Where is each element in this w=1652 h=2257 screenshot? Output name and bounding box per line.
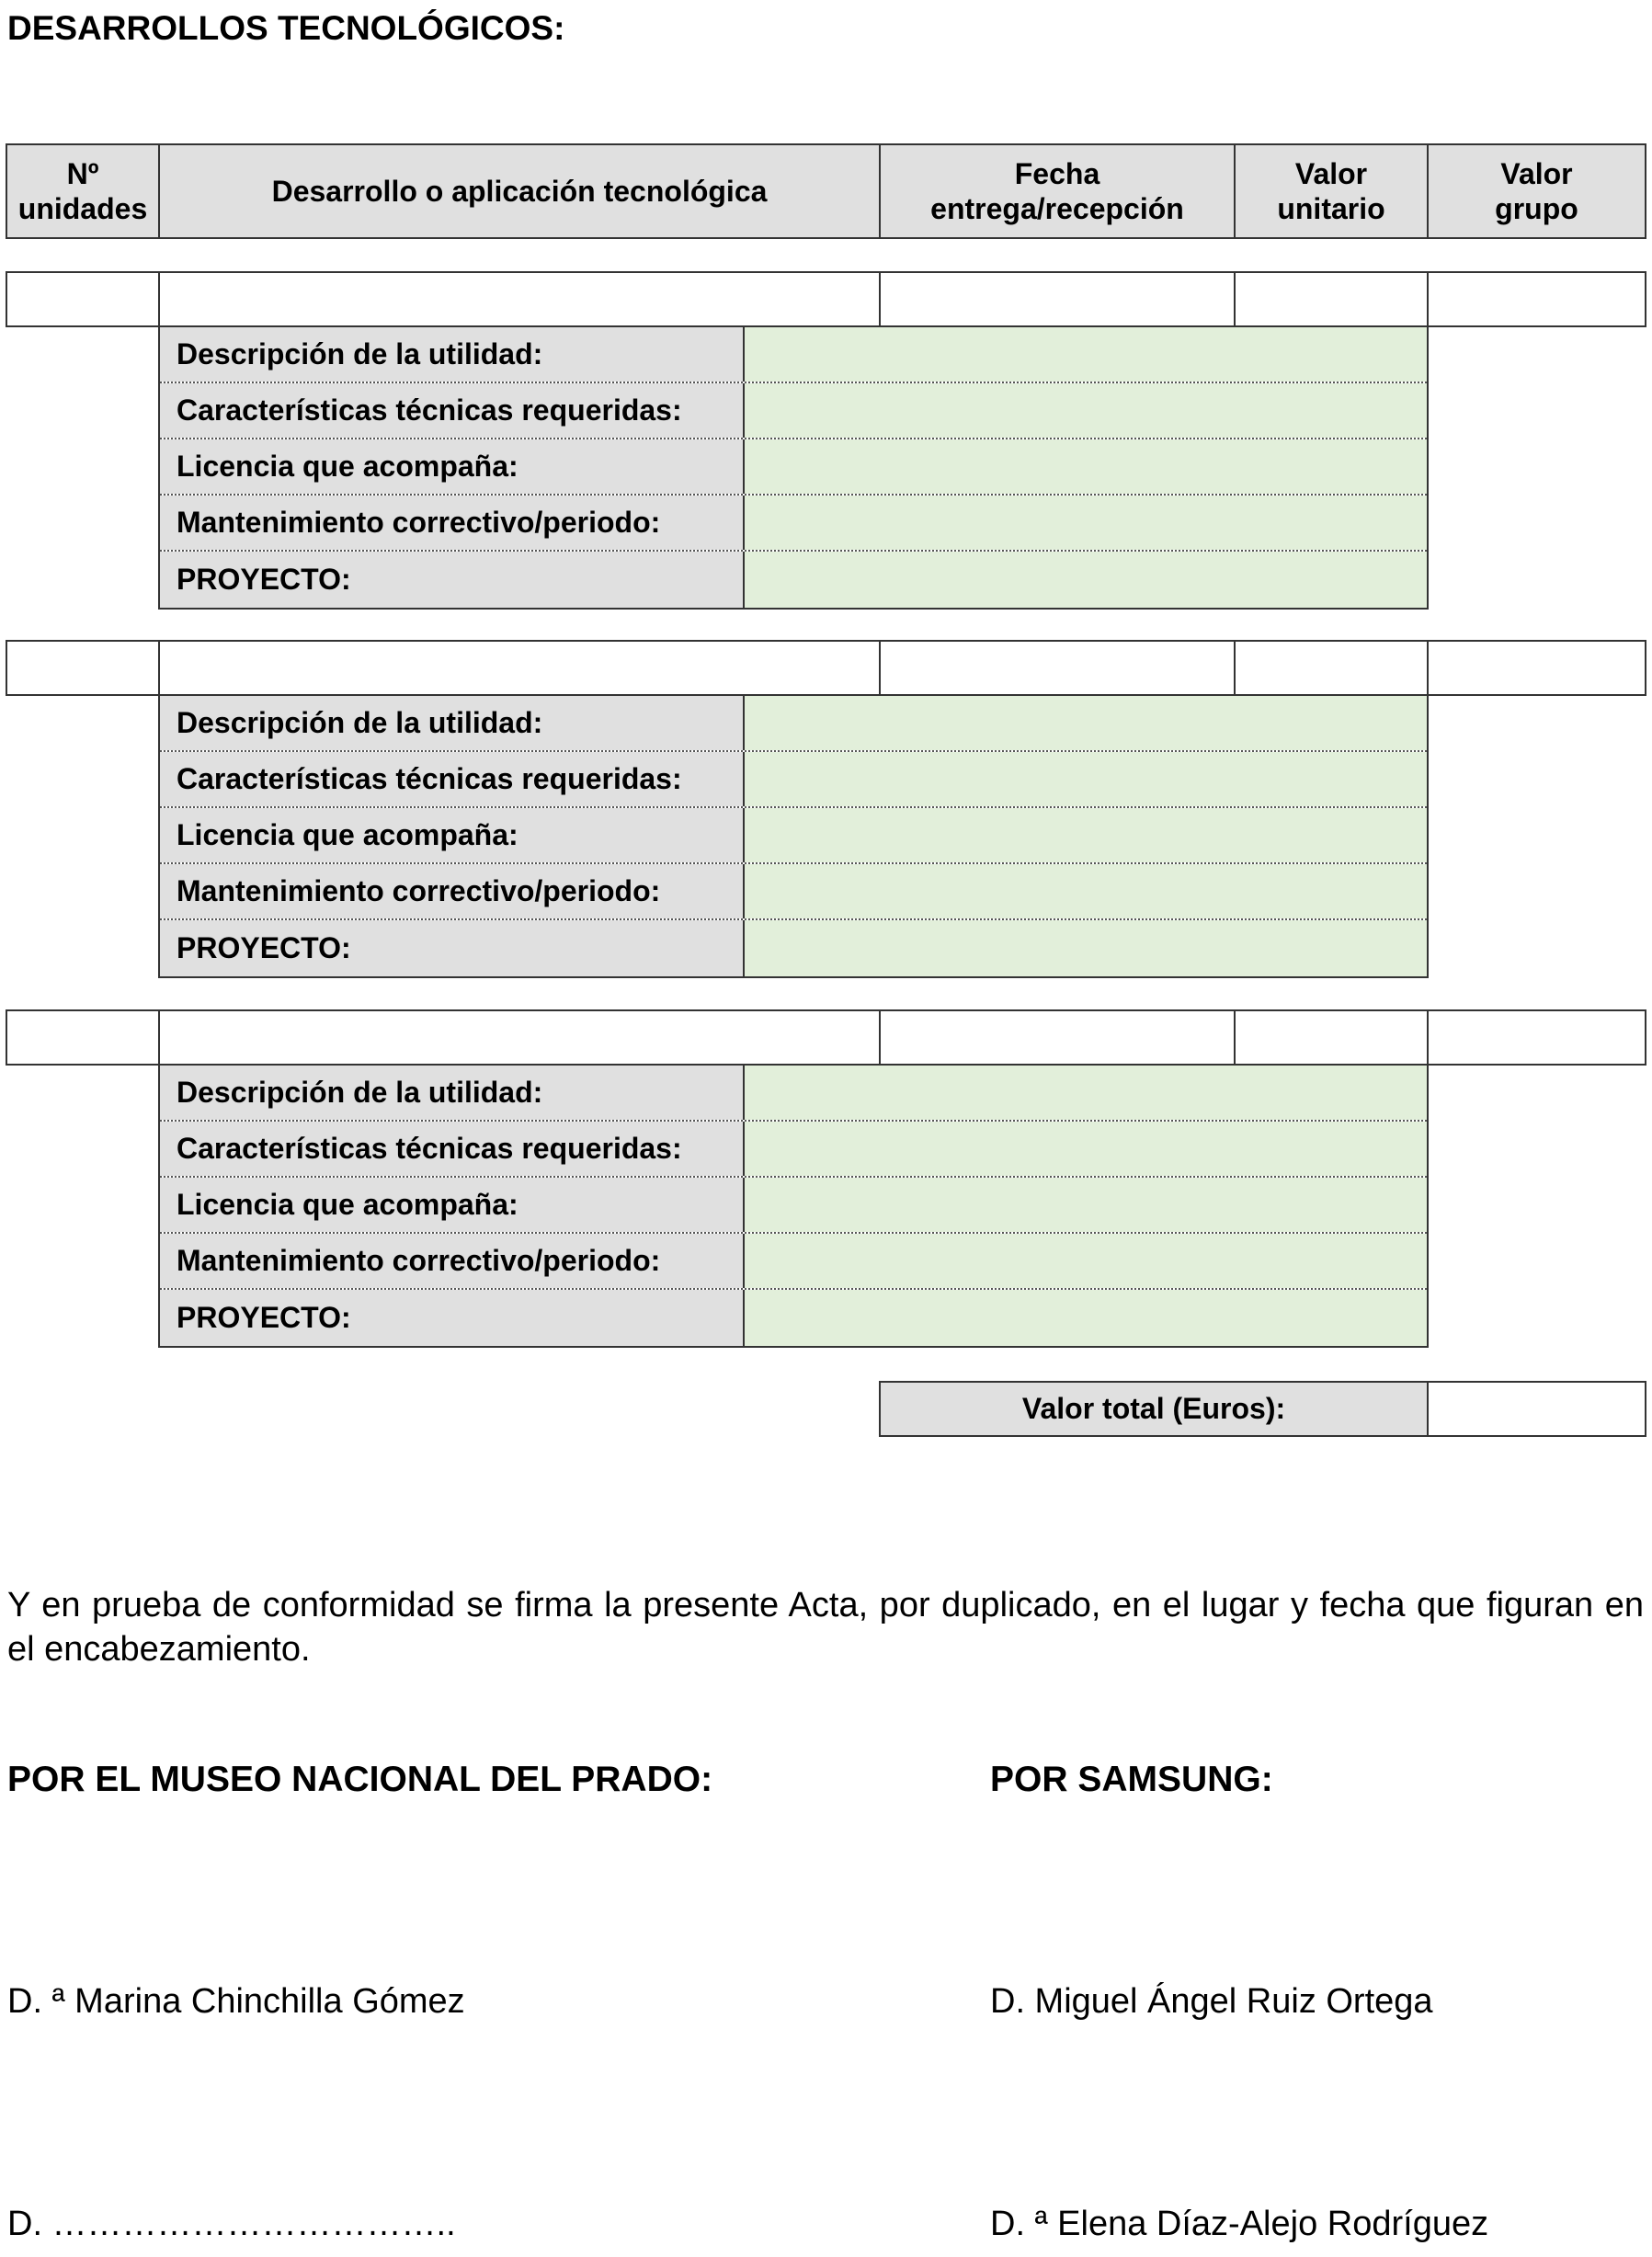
entry-1-details: [158, 325, 1429, 610]
header-development-label: Desarrollo o aplicación tecnológica: [271, 175, 768, 208]
entry-1-unit-value[interactable]: [1234, 271, 1429, 327]
detail-label: Mantenimiento correctivo/periodo:: [160, 864, 745, 918]
header-group-value-line-2: grupo: [1495, 192, 1578, 225]
entry-1-development[interactable]: [158, 271, 881, 327]
detail-label: PROYECTO:: [160, 920, 745, 976]
signature-heading-samsung: POR SAMSUNG:: [990, 1760, 1273, 1799]
detail-value[interactable]: [745, 1178, 1427, 1232]
detail-label: PROYECTO:: [160, 552, 745, 608]
total-value[interactable]: [1427, 1381, 1646, 1437]
detail-row: [160, 920, 1427, 976]
detail-value[interactable]: [745, 1234, 1427, 1288]
entry-2-development[interactable]: [158, 640, 881, 696]
detail-value[interactable]: [745, 1066, 1427, 1120]
detail-label: Descripción de la utilidad:: [160, 696, 745, 750]
detail-row: [160, 552, 1427, 608]
detail-row: [160, 383, 1427, 439]
signatory-prado-2: D. ……………………………..: [7, 2205, 456, 2243]
header-units: [6, 143, 160, 239]
total-label: Valor total (Euros):: [879, 1381, 1429, 1437]
header-unit-value-line-2: unitario: [1277, 192, 1385, 225]
entry-2-group-value[interactable]: [1427, 640, 1646, 696]
header-unit-value: [1234, 143, 1429, 239]
detail-value[interactable]: [745, 383, 1427, 438]
signature-heading-prado: POR EL MUSEO NACIONAL DEL PRADO:: [7, 1760, 713, 1799]
entry-3-details: [158, 1064, 1429, 1348]
detail-row: [160, 1066, 1427, 1122]
closing-paragraph: Y en prueba de conformidad se firma la presente Acta, por duplicado, en el lugar y fecha que figuran en el encabezamiento.: [7, 1586, 1644, 1669]
entry-3-group-value[interactable]: [1427, 1009, 1646, 1066]
detail-row: [160, 439, 1427, 496]
detail-value[interactable]: [745, 1290, 1427, 1346]
detail-label: Descripción de la utilidad:: [160, 327, 745, 382]
detail-label: Licencia que acompaña:: [160, 439, 745, 494]
detail-value[interactable]: [745, 1122, 1427, 1176]
detail-value[interactable]: [745, 864, 1427, 918]
detail-label: Licencia que acompaña:: [160, 808, 745, 862]
signatory-samsung-1: D. Miguel Ángel Ruiz Ortega: [990, 1982, 1433, 2021]
entry-1-date[interactable]: [879, 271, 1236, 327]
signatory-prado-1: D. ª Marina Chinchilla Gómez: [7, 1982, 465, 2021]
detail-row: [160, 808, 1427, 864]
entry-2-unit-value[interactable]: [1234, 640, 1429, 696]
header-date-line-2: entrega/recepción: [930, 192, 1184, 225]
entry-2-units[interactable]: [6, 640, 160, 696]
page-title: DESARROLLOS TECNOLÓGICOS:: [7, 9, 565, 47]
detail-value[interactable]: [745, 327, 1427, 382]
signatory-samsung-2: D. ª Elena Díaz-Alejo Rodríguez: [990, 2205, 1489, 2243]
entry-2-date[interactable]: [879, 640, 1236, 696]
detail-value[interactable]: [745, 808, 1427, 862]
entry-3-development[interactable]: [158, 1009, 881, 1066]
detail-row: [160, 1290, 1427, 1346]
detail-row: [160, 864, 1427, 920]
detail-value[interactable]: [745, 552, 1427, 608]
detail-value[interactable]: [745, 920, 1427, 976]
header-units-line-1: Nº: [66, 157, 99, 190]
entry-1-units[interactable]: [6, 271, 160, 327]
detail-row: [160, 327, 1427, 383]
detail-label: Mantenimiento correctivo/periodo:: [160, 496, 745, 550]
header-date: [879, 143, 1236, 239]
detail-label: PROYECTO:: [160, 1290, 745, 1346]
detail-row: [160, 752, 1427, 808]
header-group-value-line-1: Valor: [1500, 157, 1573, 190]
detail-row: [160, 496, 1427, 552]
detail-label: Descripción de la utilidad:: [160, 1066, 745, 1120]
detail-label: Características técnicas requeridas:: [160, 383, 745, 438]
entry-3-date[interactable]: [879, 1009, 1236, 1066]
detail-value[interactable]: [745, 439, 1427, 494]
detail-label: Características técnicas requeridas:: [160, 1122, 745, 1176]
header-group-value: [1427, 143, 1646, 239]
header-date-line-1: Fecha: [1014, 157, 1100, 190]
header-development: [158, 143, 881, 239]
header-units-line-2: unidades: [17, 192, 148, 225]
detail-label: Características técnicas requeridas:: [160, 752, 745, 806]
entry-3-units[interactable]: [6, 1009, 160, 1066]
detail-row: [160, 1178, 1427, 1234]
detail-value[interactable]: [745, 752, 1427, 806]
entry-3-unit-value[interactable]: [1234, 1009, 1429, 1066]
detail-row: [160, 1122, 1427, 1178]
entry-2-details: [158, 694, 1429, 978]
detail-label: Licencia que acompaña:: [160, 1178, 745, 1232]
header-unit-value-line-1: Valor: [1294, 157, 1368, 190]
detail-value[interactable]: [745, 696, 1427, 750]
detail-row: [160, 1234, 1427, 1290]
entry-1-group-value[interactable]: [1427, 271, 1646, 327]
detail-value[interactable]: [745, 496, 1427, 550]
detail-label: Mantenimiento correctivo/periodo:: [160, 1234, 745, 1288]
detail-row: [160, 696, 1427, 752]
